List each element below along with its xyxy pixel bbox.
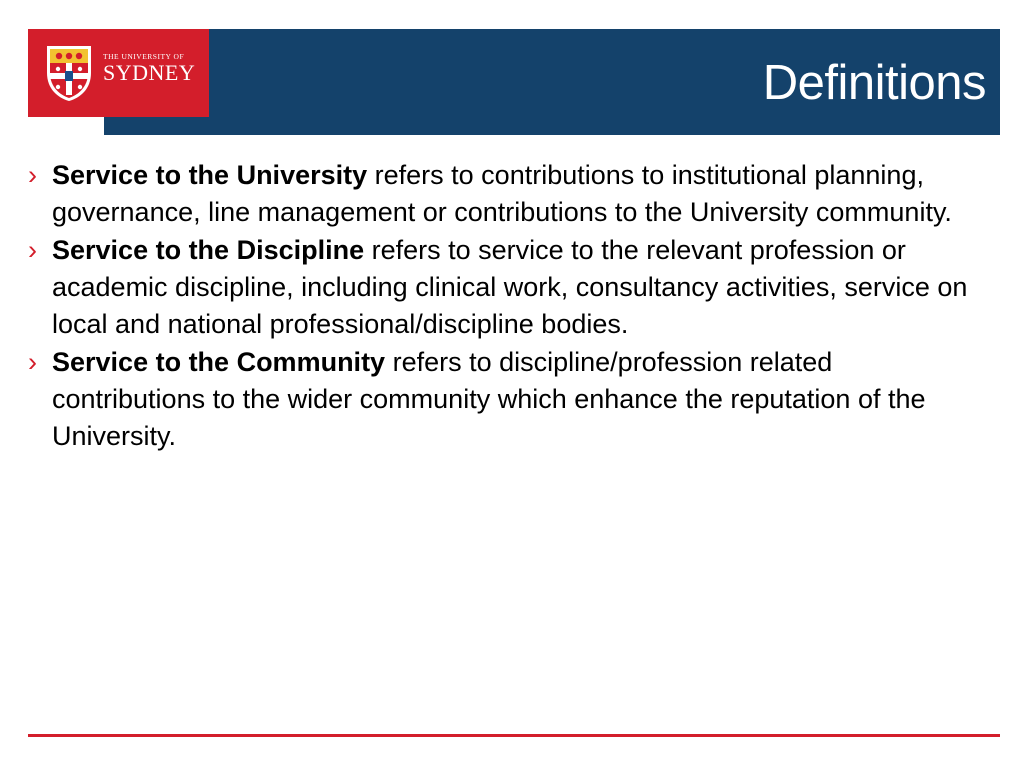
definition-term: Service to the University [52,160,368,190]
title-bar [104,29,1000,135]
chevron-right-icon: › [28,347,37,377]
chevron-right-icon: › [28,235,37,265]
definition-text: refers to service to the relevant profession or academic discipline, including clinical work, consultancy activities, service on local and national professional/discipline bodies. [52,235,968,339]
definition-text: refers to discipline/profession related contributions to the wider community which enhance the reputation of the University. [52,347,926,451]
definition-term: Service to the Community [52,347,386,377]
logo-wordmark [103,53,195,84]
definition-item [28,232,988,343]
footer-divider [28,734,1000,737]
definitions-list [28,157,988,456]
university-logo [28,29,209,117]
page-title: Definitions [762,56,986,110]
logo-text-top: THE UNIVERSITY OF [103,52,185,61]
definition-term: Service to the Discipline [52,235,365,265]
crest-icon [44,43,94,103]
chevron-right-icon: › [28,160,37,190]
definition-item [28,157,988,231]
definition-text: refers to contributions to institutional planning, governance, line management or contributions to the University community. [52,160,952,227]
definition-item [28,344,988,455]
logo-text-main: SYDNEY [103,59,196,85]
